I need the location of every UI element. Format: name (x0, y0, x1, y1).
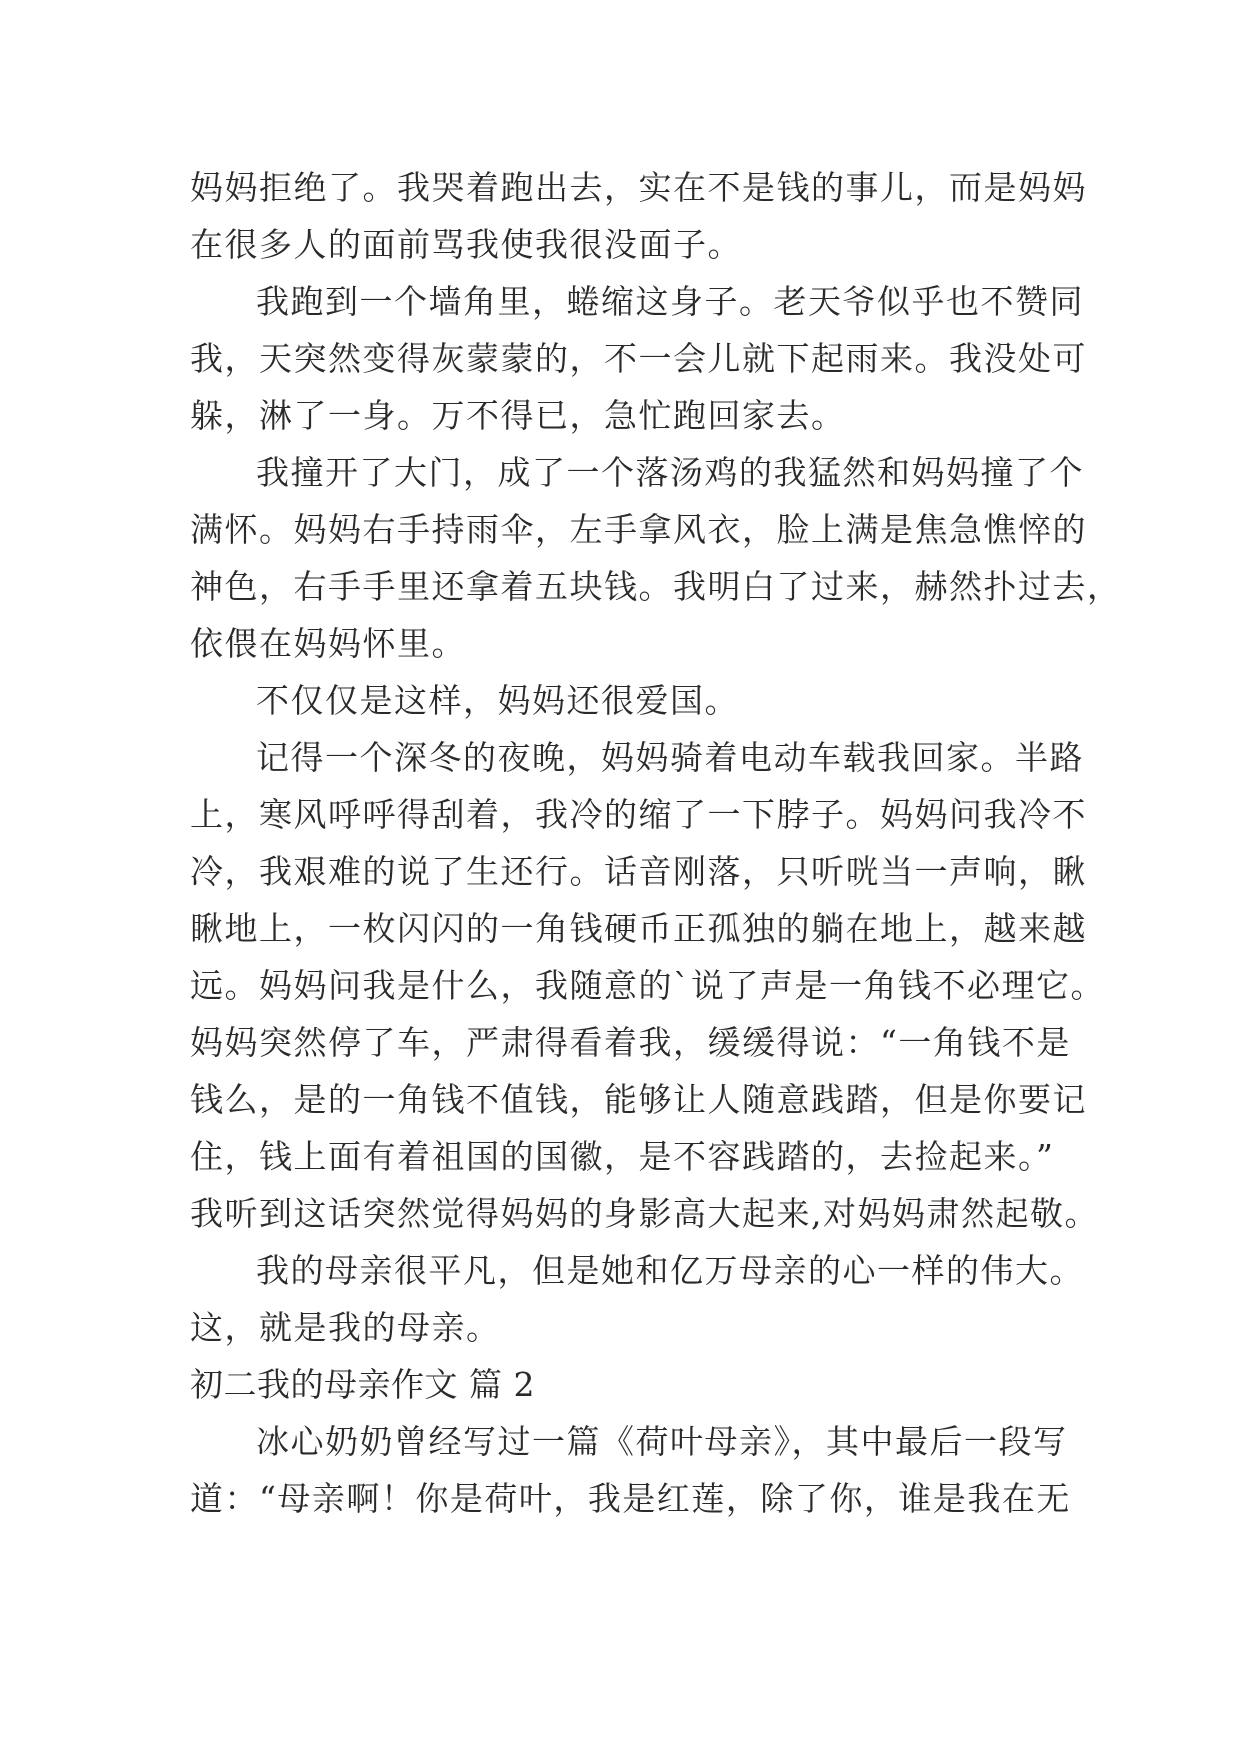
text-line: 我撞开了大门，成了一个落汤鸡的我猛然和妈妈撞了个 (256, 453, 1084, 492)
text-line: 依偎在妈妈怀里。 (190, 624, 466, 663)
text-line: 神色，右手手里还拿着五块钱。我明白了过来，赫然扑过去， (190, 567, 1122, 606)
section-heading: 初二我的母亲作文 篇 2 (190, 1365, 535, 1404)
text-line: 我听到这话突然觉得妈妈的身影高大起来,对妈妈肃然起敬。 (190, 1194, 1099, 1233)
text-line: 瞅地上，一枚闪闪的一角钱硬币正孤独的躺在地上，越来越 (190, 909, 1087, 948)
text-line: 钱么，是的一角钱不值钱，能够让人随意践踏，但是你要记 (190, 1080, 1087, 1119)
text-line: 我的母亲很平凡，但是她和亿万母亲的心一样的伟大。 (256, 1251, 1084, 1290)
text-line: 这，就是我的母亲。 (190, 1308, 501, 1347)
text-line: 住，钱上面有着祖国的国徽，是不容践踏的，去捡起来。” (190, 1137, 1055, 1176)
text-line: 满怀。妈妈右手持雨伞，左手拿风衣，脸上满是焦急憔悴的 (190, 510, 1087, 549)
text-line: 在很多人的面前骂我使我很没面子。 (190, 225, 742, 264)
text-line: 妈妈拒绝了。我哭着跑出去，实在不是钱的事儿，而是妈妈 (190, 168, 1087, 207)
text-line: 道：“母亲啊！你是荷叶，我是红莲，除了你，谁是我在无 (190, 1479, 1071, 1518)
text-line: 远。妈妈问我是什么，我随意的`说了声是一角钱不必理它。 (190, 966, 1105, 1005)
text-line: 躲，淋了一身。万不得已，急忙跑回家去。 (190, 396, 846, 435)
text-line: 妈妈突然停了车，严肃得看着我，缓缓得说：“一角钱不是 (190, 1023, 1071, 1062)
text-line: 不仅仅是这样，妈妈还很爱国。 (256, 681, 739, 720)
text-line: 我，天突然变得灰蒙蒙的，不一会儿就下起雨来。我没处可 (190, 339, 1087, 378)
text-line: 冷，我艰难的说了生还行。话音刚落，只听咣当一声响，瞅 (190, 852, 1087, 891)
text-line: 记得一个深冬的夜晚，妈妈骑着电动车载我回家。半路 (256, 738, 1084, 777)
text-line: 冰心奶奶曾经写过一篇《荷叶母亲》，其中最后一段写 (256, 1422, 1068, 1461)
text-line: 上，寒风呼呼得刮着，我冷的缩了一下脖子。妈妈问我冷不 (190, 795, 1087, 834)
text-line: 我跑到一个墙角里，蜷缩这身子。老天爷似乎也不赞同 (256, 282, 1084, 321)
